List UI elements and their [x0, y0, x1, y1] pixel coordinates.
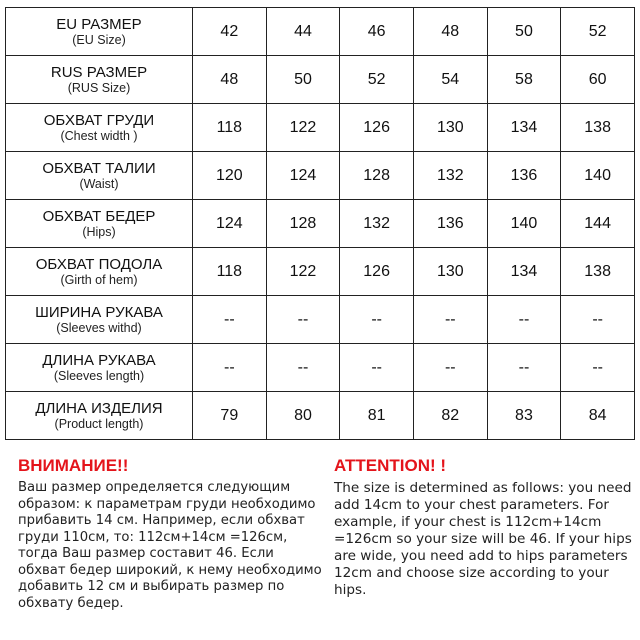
table-cell [413, 296, 487, 344]
table-cell [340, 296, 414, 344]
table-cell [193, 248, 267, 296]
table-row [6, 56, 635, 104]
row-label: ОБХВАТ ТАЛИИ [42, 160, 156, 177]
table-cell [193, 392, 267, 440]
cell-value: -- [224, 358, 235, 376]
cell-value: 52 [588, 22, 607, 40]
table-row [6, 392, 635, 440]
table-cell [413, 152, 487, 200]
table-cell [487, 344, 561, 392]
cell-value: 128 [289, 214, 317, 232]
row-label-cell [6, 200, 193, 248]
table-cell [340, 248, 414, 296]
table-cell [266, 8, 340, 56]
row-sublabel: (Hips) [82, 225, 116, 239]
cell-value: 118 [216, 262, 243, 280]
cell-value: 124 [215, 214, 243, 232]
table-cell [413, 8, 487, 56]
note-en-body: The size is determined as follows: you need add 14cm to your chest parameters. For example, if your chest is 112cm+14cm =126cm so your size will be 46. If your hips are wide, you need add to hips parameters 12cm and choose size according to your hips. [334, 480, 632, 598]
table-cell [487, 56, 561, 104]
table-cell [266, 56, 340, 104]
cell-value: 122 [289, 262, 317, 280]
row-label-cell [6, 8, 193, 56]
table-cell [266, 296, 340, 344]
table-cell [487, 8, 561, 56]
cell-value: 81 [367, 406, 386, 424]
cell-value: 42 [220, 22, 239, 40]
table-cell [193, 344, 267, 392]
cell-value: 126 [363, 262, 390, 280]
cell-value: 82 [441, 406, 460, 424]
cell-value: -- [444, 310, 456, 328]
table-cell [340, 56, 414, 104]
cell-value: 60 [588, 70, 607, 88]
cell-value: -- [297, 358, 309, 376]
table-cell [487, 152, 561, 200]
table-row [6, 296, 635, 344]
table-cell [487, 296, 561, 344]
cell-value: 132 [363, 214, 390, 232]
row-sublabel: (Sleeves withd) [56, 321, 142, 335]
table-cell [266, 152, 340, 200]
row-sublabel: (Chest width ) [60, 129, 138, 143]
cell-value: 122 [289, 118, 317, 136]
row-label-cell [6, 104, 193, 152]
note-ru-body: Ваш размер определяется следующим образом: к параметрам груди необходимо прибавить 14 см. Например, если обхват груди 110см, то: 112см+14см =126см, тогда Ваш размер составит 46. Если обхват бедер широкий, к нему необходимо добавить 12 см и выбирать размер по обхвату бедер. [18, 480, 322, 611]
table-cell [266, 104, 340, 152]
table-cell [193, 200, 267, 248]
table-cell [413, 392, 487, 440]
table-cell [413, 56, 487, 104]
cell-value: 50 [515, 22, 533, 40]
row-label-cell [6, 56, 193, 104]
cell-value: -- [444, 358, 456, 376]
cell-value: 138 [584, 118, 611, 136]
table-cell [266, 248, 340, 296]
cell-value: -- [518, 358, 530, 376]
row-sublabel: (Sleeves length) [53, 369, 145, 383]
cell-value: 44 [294, 22, 312, 40]
cell-value: 120 [215, 166, 243, 184]
notes-section [0, 455, 640, 640]
cell-value: 144 [584, 214, 611, 232]
cell-value: -- [518, 310, 530, 328]
table-cell [193, 8, 267, 56]
table-cell [266, 392, 340, 440]
row-sublabel: (Product length) [54, 417, 144, 431]
cell-value: 84 [588, 406, 607, 424]
row-label-cell [6, 152, 193, 200]
table-cell [413, 248, 487, 296]
table-cell [340, 152, 414, 200]
table-cell [561, 104, 635, 152]
cell-value: -- [592, 310, 603, 328]
cell-value: 80 [294, 406, 312, 424]
table-row [6, 104, 635, 152]
cell-value: 138 [584, 262, 611, 280]
table-cell [193, 296, 267, 344]
cell-value: 134 [510, 262, 538, 280]
row-label: EU РАЗМЕР [56, 16, 142, 33]
table-cell [266, 200, 340, 248]
table-cell [561, 248, 635, 296]
cell-value: -- [371, 310, 382, 328]
table-cell [487, 392, 561, 440]
cell-value: 140 [510, 214, 538, 232]
cell-value: 136 [436, 214, 464, 232]
cell-value: -- [224, 310, 235, 328]
note-russian [18, 455, 324, 612]
cell-value: 124 [289, 166, 317, 184]
cell-value: 140 [584, 166, 611, 184]
table-cell [266, 344, 340, 392]
row-label: ДЛИНА РУКАВА [42, 352, 156, 369]
cell-value: -- [297, 310, 309, 328]
table-row [6, 344, 635, 392]
row-label-cell [6, 392, 193, 440]
row-label-cell [6, 248, 193, 296]
cell-value: -- [371, 358, 382, 376]
cell-value: 130 [436, 118, 464, 136]
cell-value: 83 [515, 406, 533, 424]
table-cell [340, 344, 414, 392]
cell-value: 136 [510, 166, 538, 184]
row-label-cell [6, 344, 193, 392]
table-cell [193, 104, 267, 152]
table-row [6, 8, 635, 56]
row-label: ОБХВАТ ПОДОЛА [35, 256, 163, 273]
table-cell [413, 344, 487, 392]
row-label: ОБХВАТ БЕДЕР [42, 208, 156, 225]
size-chart-table [5, 7, 635, 440]
cell-value: 126 [363, 118, 390, 136]
row-sublabel: (Girth of hem) [60, 273, 138, 287]
cell-value: 58 [515, 70, 533, 88]
table-row [6, 248, 635, 296]
row-label: ШИРИНА РУКАВА [35, 304, 163, 321]
table-cell [561, 200, 635, 248]
table-cell [413, 104, 487, 152]
table-row [6, 200, 635, 248]
table-cell [340, 104, 414, 152]
table-cell [561, 56, 635, 104]
cell-value: 132 [436, 166, 464, 184]
row-label: RUS РАЗМЕР [50, 64, 148, 81]
row-sublabel: (EU Size) [72, 33, 126, 47]
row-label: ДЛИНА ИЗДЕЛИЯ [35, 400, 163, 417]
cell-value: 118 [216, 118, 243, 136]
row-label: ОБХВАТ ГРУДИ [43, 112, 155, 129]
cell-value: 46 [367, 22, 386, 40]
table-cell [561, 392, 635, 440]
size-chart-body [6, 8, 635, 440]
cell-value: 48 [220, 70, 239, 88]
table-cell [561, 8, 635, 56]
note-en-title: ATTENTION! ! [334, 456, 447, 475]
note-ru-title: ВНИМАНИЕ!! [18, 456, 129, 475]
table-cell [193, 152, 267, 200]
table-cell [561, 296, 635, 344]
table-row [6, 152, 635, 200]
note-english [334, 455, 634, 599]
cell-value: 134 [510, 118, 538, 136]
table-cell [340, 8, 414, 56]
table-cell [487, 200, 561, 248]
row-sublabel: (Waist) [79, 177, 119, 191]
table-cell [487, 104, 561, 152]
row-label-cell [6, 296, 193, 344]
cell-value: 130 [436, 262, 464, 280]
cell-value: -- [592, 358, 603, 376]
cell-value: 48 [441, 22, 460, 40]
table-cell [487, 248, 561, 296]
table-cell [340, 200, 414, 248]
cell-value: 128 [363, 166, 390, 184]
cell-value: 50 [294, 70, 312, 88]
table-cell [561, 152, 635, 200]
row-sublabel: (RUS Size) [67, 81, 131, 95]
cell-value: 79 [220, 406, 239, 424]
cell-value: 54 [441, 70, 460, 88]
table-cell [413, 200, 487, 248]
table-cell [561, 344, 635, 392]
table-cell [340, 392, 414, 440]
cell-value: 52 [367, 70, 386, 88]
table-cell [193, 56, 267, 104]
